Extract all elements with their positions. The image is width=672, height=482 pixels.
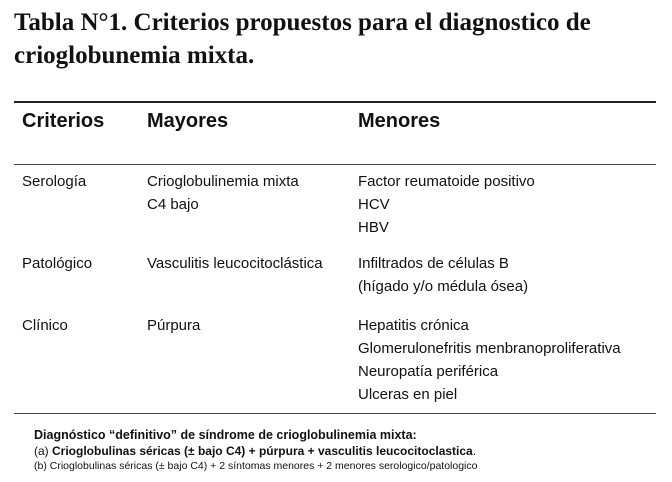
row-patologico-menores: [358, 252, 528, 298]
footnote-a-suffix: .: [472, 444, 477, 458]
title-line-1: Tabla N°1. Criterios propuestos para el diagnostico de: [14, 9, 591, 36]
title-line-2: crioglobunemia mixta.: [14, 42, 255, 69]
footnote-b: (b) Crioglobulinas séricas (± bajo C4) + 2 síntomas menores + 2 menores serologico/patologico: [34, 460, 478, 472]
menor-item: (hígado y/o médula ósea): [358, 278, 529, 295]
row-clinico-mayores: [147, 314, 200, 337]
menor-item: Glomerulonefritis menbranoproliferativa: [358, 340, 621, 357]
footnote-a: [34, 444, 664, 459]
footnote-heading: Diagnóstico “definitivo” de síndrome de crioglobulinemia mixta:: [34, 428, 417, 442]
header-rule: [14, 164, 656, 165]
row-patologico-mayores: [147, 252, 323, 275]
bottom-rule: [14, 413, 656, 414]
row-serologia-menores: [358, 170, 535, 239]
menor-item: Ulceras en piel: [358, 386, 458, 403]
menor-item: Hepatitis crónica: [358, 317, 469, 334]
header-menores: Menores: [358, 110, 441, 132]
row-clinico-menores: [358, 314, 621, 406]
mayor-item: Crioglobulinemia mixta: [147, 173, 299, 190]
menor-item: Infiltrados de células B: [358, 255, 509, 272]
row-patologico-criterio: Patológico: [22, 255, 93, 272]
row-clinico-criterio: Clínico: [22, 317, 68, 334]
header-criterios: Criterios: [22, 110, 105, 132]
menor-item: HBV: [358, 219, 389, 236]
top-rule: [14, 101, 656, 103]
menor-item: HCV: [358, 196, 390, 213]
footnote-a-prefix: (a): [34, 444, 52, 458]
row-serologia-mayores: [147, 170, 299, 216]
menor-item: Neuropatía periférica: [358, 363, 499, 380]
menor-item: Factor reumatoide positivo: [358, 173, 535, 190]
table-title: [14, 6, 664, 72]
row-serologia-criterio: Serología: [22, 173, 87, 190]
mayor-item: Vasculitis leucocitoclástica: [147, 255, 323, 272]
mayor-item: C4 bajo: [147, 196, 199, 213]
diagnosis-footnote: [34, 426, 664, 474]
footnote-a-text: Crioglobulinas séricas (± bajo C4) + púrpura + vasculitis leucocitoclastica: [52, 444, 473, 458]
mayor-item: Púrpura: [147, 317, 201, 334]
header-mayores: Mayores: [147, 110, 229, 132]
